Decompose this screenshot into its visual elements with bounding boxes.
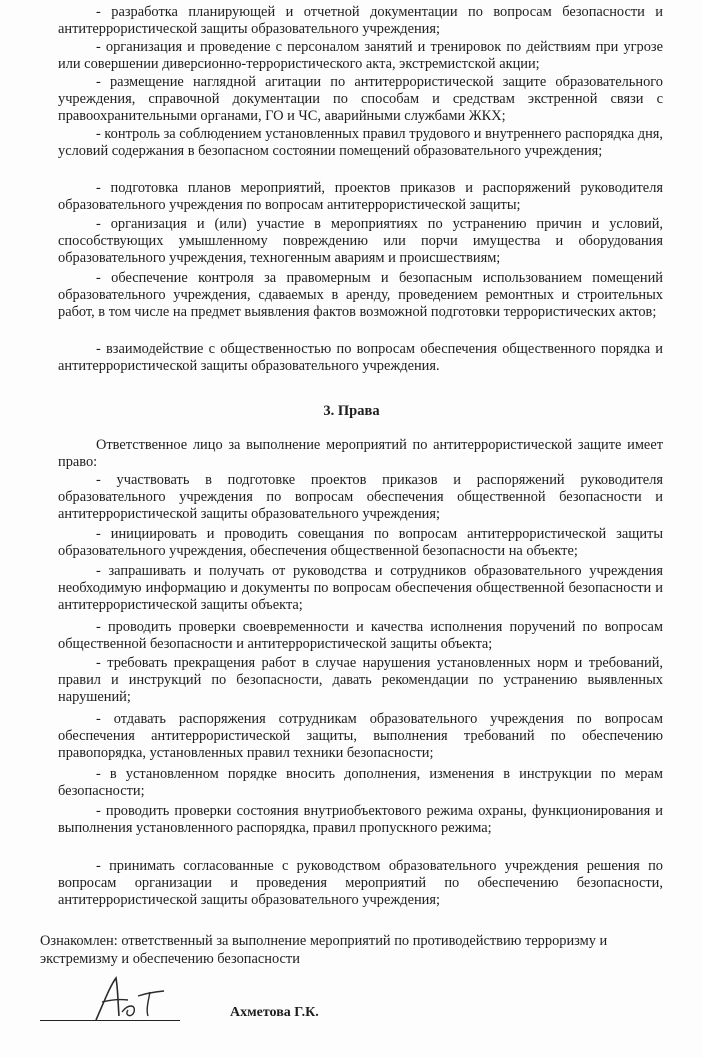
rights-item: - требовать прекращения работ в случае нарушения установленных норм и требований, правил и инструкций по безопасности, давать рекомендации по устранению выявленных нарушений; xyxy=(58,655,663,705)
signature-line xyxy=(40,1020,180,1021)
rights-item: - инициировать и проводить совещания по вопросам антитеррористической защиты образовательного учреждения, обеспечения общественной безопасности на объекте; xyxy=(58,526,663,559)
rights-item: - принимать согласованные с руководством образовательного учреждения решения по вопросам организации и проведения мероприятий по обеспечению безопасности, антитеррористической защиты образовательного учреждения; xyxy=(58,858,663,908)
rights-item: - участвовать в подготовке проектов приказов и распоряжений руководителя образовательного учреждения по вопросам обеспечения общественной безопасности и антитеррористической защиты образовательного учреждения; xyxy=(58,472,663,522)
rights-item: - в установленном порядке вносить дополнения, изменения в инструкции по мерам безопасности; xyxy=(58,766,663,799)
duty-item: - разработка планирующей и отчетной документации по вопросам безопасности и антитеррористической защиты образовательного учреждения; xyxy=(58,4,663,37)
duty-item: - организация и (или) участие в мероприятиях по устранению причин и условий, способствующих умышленному повреждению или порчи имущества и оборудования образовательного учреждения, техногенным авариям и происшествиям; xyxy=(58,216,663,266)
duty-item: - подготовка планов мероприятий, проектов приказов и распоряжений руководителя образовательного учреждения по вопросам антитеррористической защиты; xyxy=(58,180,663,213)
acknowledgement-text: Ознакомлен: ответственный за выполнение мероприятий по противодействию терроризму и экстремизму и обеспечению безопасности xyxy=(40,933,608,967)
rights-item: - проводить проверки состояния внутриобъектового режима охраны, функционирования и выполнения установленного распорядка, правил пропускного режима; xyxy=(58,803,663,836)
duty-item: - контроль за соблюдением установленных правил трудового и внутреннего распорядка дня, условий содержания в безопасном состоянии помещений образовательного учреждения; xyxy=(58,126,663,159)
duty-item: - взаимодействие с общественностью по вопросам обеспечения общественного порядка и антитеррористической защиты образовательного учреждения. xyxy=(58,341,663,374)
signer-name: Ахметова Г.К. xyxy=(230,1005,319,1020)
rights-item: - запрашивать и получать от руководства и сотрудников образовательного учреждения необходимую информацию и документы по вопросам обеспечения общественной безопасности и антитеррористической защиты объекта; xyxy=(58,563,663,613)
section-heading: 3. Права xyxy=(323,403,380,419)
duty-item: - организация и проведение с персоналом занятий и тренировок по действиям при угрозе или совершении диверсионно-террористического акта, экстремистской акции; xyxy=(58,39,663,72)
rights-intro: Ответственное лицо за выполнение мероприятий по антитеррористической защите имеет право: xyxy=(58,437,663,470)
duty-item: - обеспечение контроля за правомерным и безопасным использованием помещений образовательного учреждения, сдаваемых в аренду, проведением ремонтных и строительных работ, в том числе на предмет выявления фактов возможной подготовки террористических актов; xyxy=(58,270,663,320)
duty-item: - размещение наглядной агитации по антитеррористической защите образовательного учреждения, справочной документации по способам и средствам экстренной связи с правоохранительными органами, ГО и ЧС, аварийными службами ЖКХ; xyxy=(58,74,663,124)
rights-item: - проводить проверки своевременности и качества исполнения поручений по вопросам общественной безопасности и антитеррористической защиты объекта; xyxy=(58,619,663,652)
rights-item: - отдавать распоряжения сотрудникам образовательного учреждения по вопросам обеспечения антитеррористической защиты, выполнения требований по обеспечению правопорядка, установленных правил техники безопасности; xyxy=(58,711,663,761)
